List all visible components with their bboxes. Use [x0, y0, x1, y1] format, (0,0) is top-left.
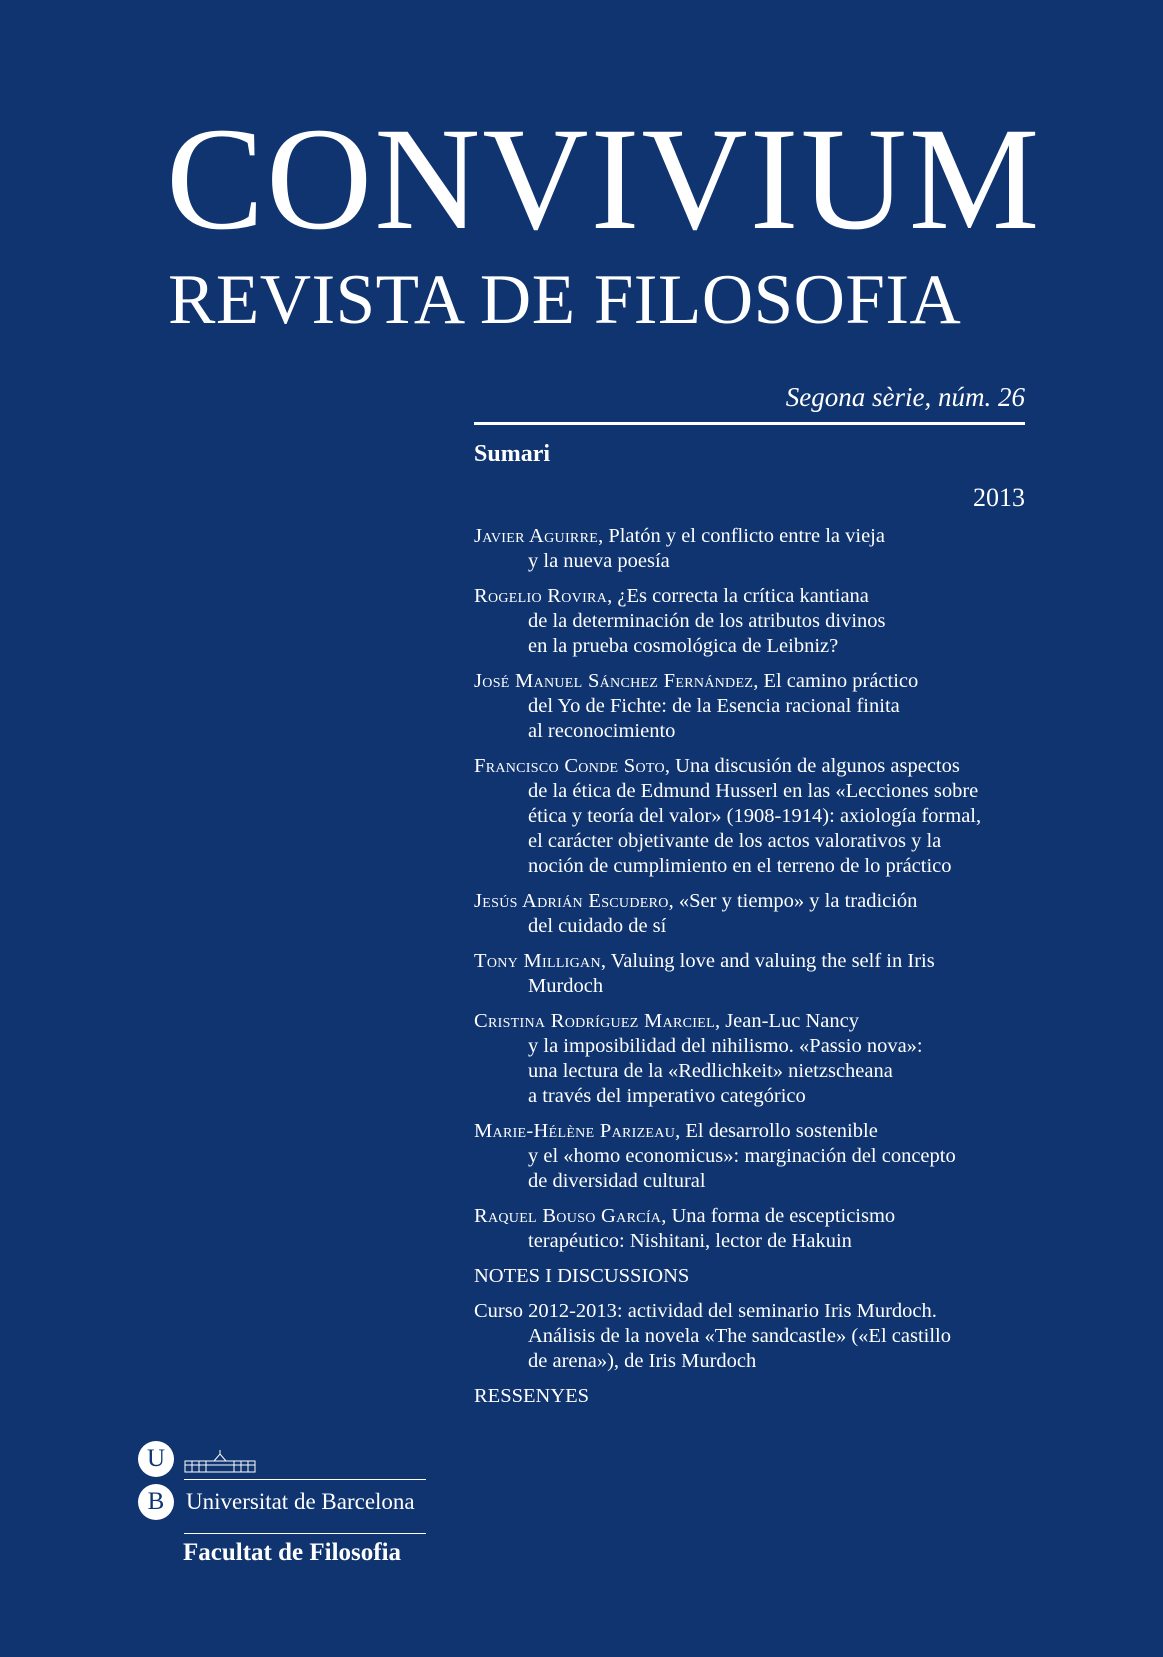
- article-author: Tony Milligan: [474, 950, 601, 972]
- article-title: , El desarrollo sostenible: [675, 1120, 878, 1142]
- article-first-line: [474, 524, 1034, 549]
- article-title-continuation: del cuidado de sí: [528, 915, 667, 937]
- article-author: Francisco Conde Soto: [474, 755, 665, 777]
- article-title-continuation: a través del imperativo categórico: [528, 1085, 806, 1107]
- logo-letter-u: U: [138, 1441, 174, 1477]
- divider: [474, 422, 1025, 425]
- article-title-continuation: noción de cumplimiento en el terreno de lo práctico: [528, 855, 952, 877]
- article-author: Cristina Rodríguez Marciel: [474, 1010, 715, 1032]
- article-title: , «Ser y tiempo» y la tradición: [668, 890, 918, 912]
- article-entry: [474, 524, 1034, 574]
- journal-subtitle: REVISTA DE FILOSOFIA: [168, 261, 962, 339]
- article-entry: [474, 754, 1034, 879]
- notes-line: de arena»), de Iris Murdoch: [528, 1350, 757, 1372]
- article-title-continuation: Murdoch: [528, 975, 604, 997]
- article-entry: [474, 889, 1034, 939]
- article-title-continuation: de diversidad cultural: [528, 1170, 706, 1192]
- article-first-line: [474, 584, 1034, 609]
- article-first-line: [474, 1204, 1034, 1229]
- university-logo: [136, 1441, 436, 1571]
- article-author: Rogelio Rovira: [474, 585, 608, 607]
- reviews-heading: RESSENYES: [474, 1385, 590, 1407]
- table-of-contents: [474, 524, 1034, 1419]
- logo-letter-b: B: [138, 1484, 174, 1520]
- notes-heading: NOTES I DISCUSSIONS: [474, 1265, 690, 1287]
- article-author: Javier Aguirre: [474, 525, 599, 547]
- article-entry: [474, 1204, 1034, 1254]
- article-title: , Platón y el conflicto entre la vieja: [598, 525, 885, 547]
- article-title-continuation: de la ética de Edmund Husserl en las «Lecciones sobre: [528, 780, 979, 802]
- article-title-continuation: al reconocimiento: [528, 720, 676, 742]
- article-title-continuation: en la prueba cosmológica de Leibniz?: [528, 635, 839, 657]
- article-entry: [474, 669, 1034, 744]
- article-author: Jesús Adrián Escudero: [474, 890, 669, 912]
- article-entry: [474, 584, 1034, 659]
- article-title-continuation: ética y teoría del valor» (1908-1914): axiología formal,: [528, 805, 982, 827]
- article-title-continuation: y la nueva poesía: [528, 550, 670, 572]
- article-title-continuation: una lectura de la «Redlichkeit» nietzscheana: [528, 1060, 893, 1082]
- logo-divider: [184, 1533, 426, 1534]
- article-list: [474, 524, 1034, 1254]
- contents-heading: Sumari: [474, 441, 551, 467]
- university-name: Universitat de Barcelona: [186, 1489, 415, 1514]
- article-first-line: [474, 889, 1034, 914]
- article-author: José Manuel Sánchez Fernández: [474, 670, 754, 692]
- article-first-line: [474, 669, 1034, 694]
- article-author: Raquel Bouso García: [474, 1205, 662, 1227]
- article-title-continuation: terapéutico: Nishitani, lector de Hakuin: [528, 1230, 852, 1252]
- article-first-line: [474, 1009, 1034, 1034]
- article-entry: [474, 1119, 1034, 1194]
- article-title: , ¿Es correcta la crítica kantiana: [607, 585, 869, 607]
- article-first-line: [474, 1119, 1034, 1144]
- article-title-continuation: y la imposibilidad del nihilismo. «Passio nova»:: [528, 1035, 923, 1057]
- journal-title: CONVIVIUM: [166, 97, 1042, 260]
- article-title: , Valuing love and valuing the self in Iris: [600, 950, 935, 972]
- article-title-continuation: del Yo de Fichte: de la Esencia racional finita: [528, 695, 900, 717]
- notes-entry: [474, 1299, 1034, 1374]
- faculty-name: Facultat de Filosofia: [183, 1539, 402, 1566]
- article-title: , Una forma de escepticismo: [661, 1205, 896, 1227]
- notes-line: Curso 2012-2013: actividad del seminario Iris Murdoch.: [474, 1300, 937, 1322]
- notes-line: Análisis de la novela «The sandcastle» («El castillo: [528, 1325, 951, 1347]
- article-entry: [474, 949, 1034, 999]
- article-title-continuation: y el «homo economicus»: marginación del concepto: [528, 1145, 956, 1167]
- article-first-line: [474, 754, 1034, 779]
- building-icon: [184, 1449, 256, 1473]
- article-first-line: [474, 949, 1034, 974]
- publication-year: 2013: [973, 483, 1025, 512]
- logo-divider: [184, 1479, 426, 1480]
- article-title: , Jean-Luc Nancy: [714, 1010, 859, 1032]
- article-entry: [474, 1009, 1034, 1109]
- article-title: , Una discusión de algunos aspectos: [664, 755, 960, 777]
- series-number: Segona sèrie, núm. 26: [785, 382, 1025, 412]
- article-author: Marie-Hélène Parizeau: [474, 1120, 676, 1142]
- article-title-continuation: de la determinación de los atributos divinos: [528, 610, 886, 632]
- article-title: , El camino práctico: [753, 670, 919, 692]
- article-title-continuation: el carácter objetivante de los actos valorativos y la: [528, 830, 942, 852]
